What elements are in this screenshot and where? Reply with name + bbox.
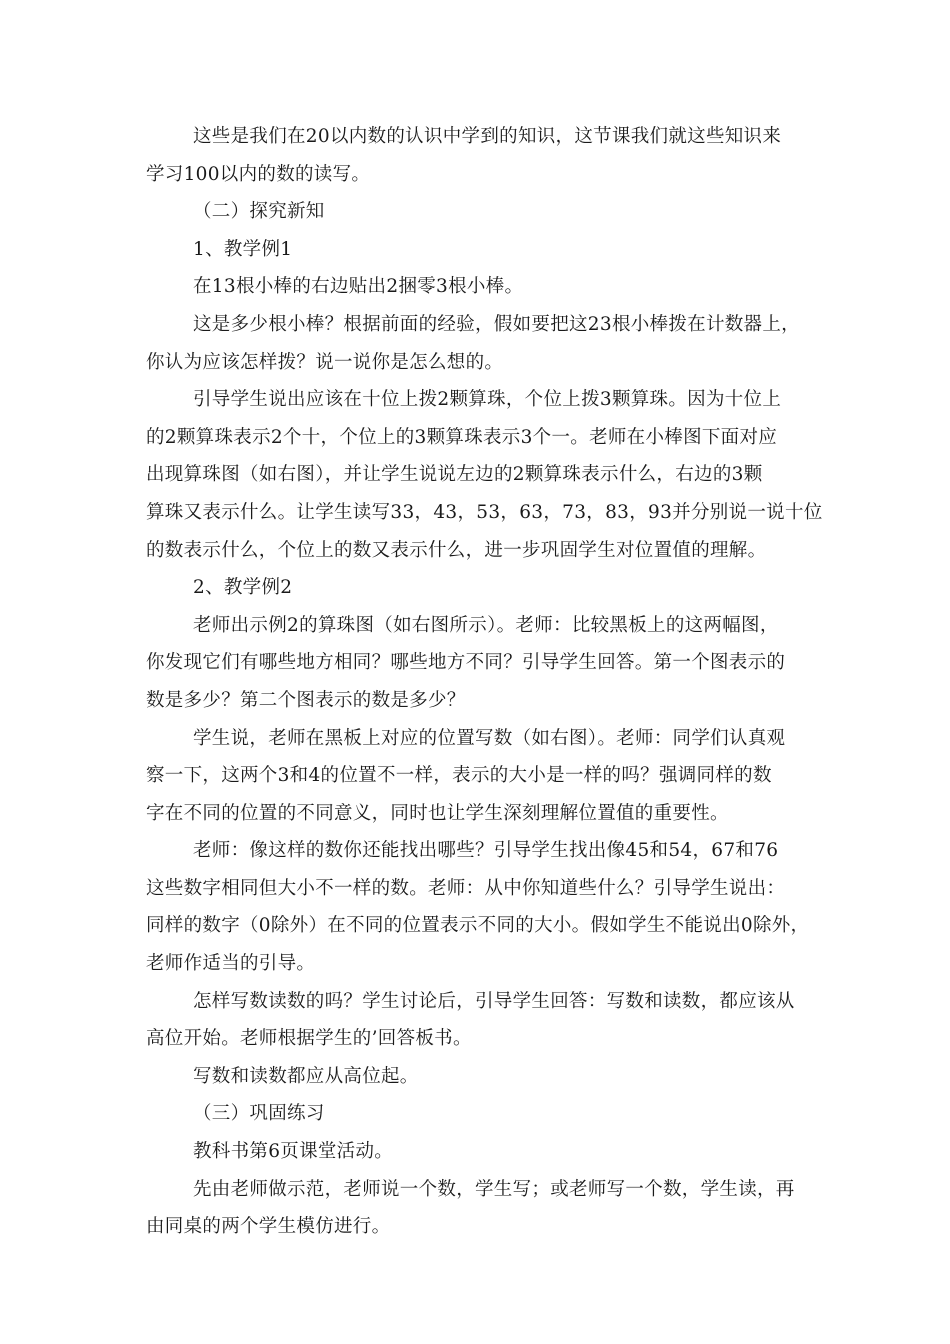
text-line: 由同桌的两个学生模仿进行。 xyxy=(146,1216,391,1238)
section-heading: （二）探究新知 xyxy=(193,201,325,223)
text-line: 你认为应该怎样拨？说一说你是怎么想的。 xyxy=(146,351,504,373)
text-line: 先由老师做示范，老师说一个数，学生写；或老师写一个数，学生读，再 xyxy=(193,1178,795,1200)
text-line: 的2颗算珠表示2个十，个位上的3颗算珠表示3个一。老师在小棒图下面对应 xyxy=(146,426,778,448)
text-line: 高位开始。老师根据学生的’回答板书。 xyxy=(146,1028,472,1050)
text-line: 怎样写数读数的吗？学生讨论后，引导学生回答：写数和读数，都应该从 xyxy=(193,990,795,1012)
text-line: 学生说，老师在黑板上对应的位置写数（如右图）。老师：同学们认真观 xyxy=(193,727,786,749)
text-line: 学习100以内的数的读写。 xyxy=(146,163,371,185)
text-line: 你发现它们有哪些地方相同？哪些地方不同？引导学生回答。第一个图表示的 xyxy=(146,652,786,674)
text-line: 老师：像这样的数你还能找出哪些？引导学生找出像45和54，67和76 xyxy=(193,840,779,862)
section-heading: （三）巩固练习 xyxy=(193,1103,325,1125)
text-line: 同样的数字（0除外）在不同的位置表示不同的大小。假如学生不能说出0除外， xyxy=(146,915,810,937)
text-line: 这些数字相同但大小不一样的数。老师：从中你知道些什么？引导学生说出： xyxy=(146,877,786,899)
text-line: 算珠又表示什么。让学生读写33，43，53，63，73，83，93并分别说一说十位 xyxy=(146,501,823,523)
text-line: 数是多少？第二个图表示的数是多少？ xyxy=(146,689,466,711)
text-line: 这是多少根小棒？根据前面的经验，假如要把这23根小棒拨在计数器上， xyxy=(193,313,800,335)
text-line: 引导学生说出应该在十位上拨2颗算珠，个位上拨3颗算珠。因为十位上 xyxy=(193,389,782,411)
text-line: 老师出示例2的算珠图（如右图所示）。老师：比较黑板上的这两幅图， xyxy=(193,614,779,636)
text-line: 的数表示什么，个位上的数又表示什么，进一步巩固学生对位置值的理解。 xyxy=(146,539,767,561)
text-line: 察一下，这两个3和4的位置不一样，表示的大小是一样的吗？强调同样的数 xyxy=(146,765,772,787)
text-line: 写数和读数都应从高位起。 xyxy=(193,1065,419,1087)
text-line: 字在不同的位置的不同意义，同时也让学生深刻理解位置值的重要性。 xyxy=(146,802,729,824)
text-line: 出现算珠图（如右图），并让学生说说左边的2颗算珠表示什么，右边的3颗 xyxy=(146,464,763,486)
text-line: 这些是我们在20以内数的认识中学到的知识，这节课我们就这些知识来 xyxy=(193,126,782,147)
subsection-heading: 1、教学例1 xyxy=(193,238,293,260)
subsection-heading: 2、教学例2 xyxy=(193,577,293,599)
text-line: 教科书第6页课堂活动。 xyxy=(193,1141,394,1163)
text-line: 老师作适当的引导。 xyxy=(146,953,316,975)
document-body xyxy=(146,118,823,1246)
text-line: 在13根小棒的右边贴出2捆零3根小棒。 xyxy=(193,276,524,298)
